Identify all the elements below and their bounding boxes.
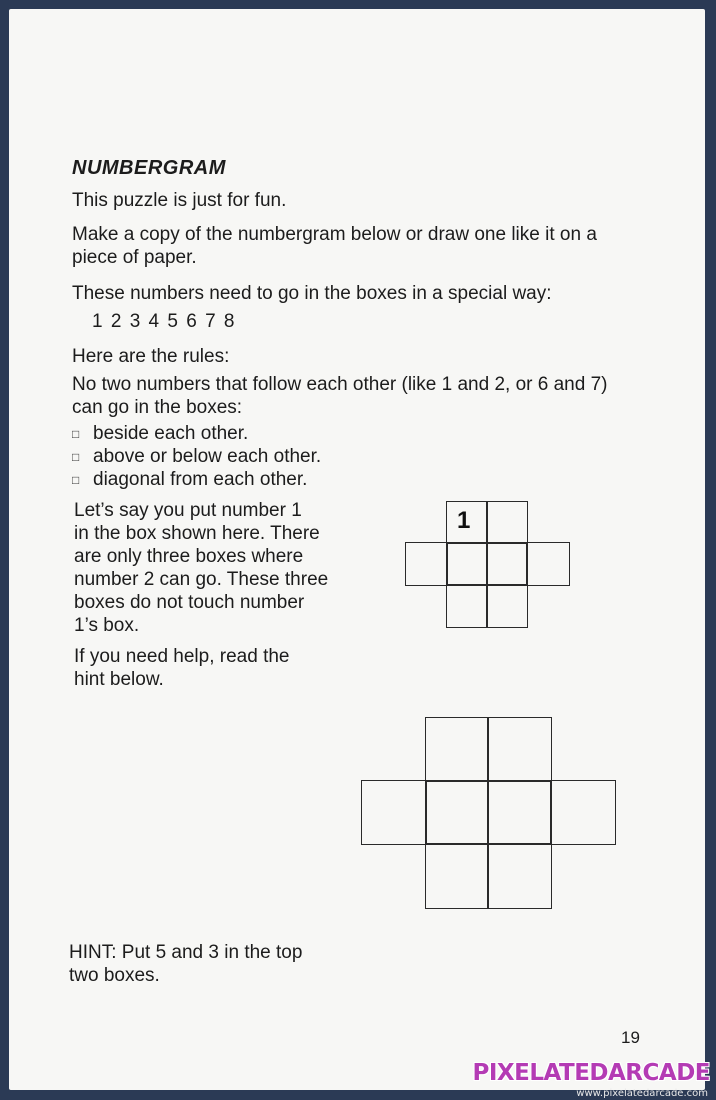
copy-text-line-2: piece of paper. (72, 247, 197, 268)
help-text-line-1: If you need help, read the (74, 646, 290, 667)
hint-text-line-1: HINT: Put 5 and 3 in the top (69, 942, 303, 963)
grid-cell (550, 780, 616, 845)
example-digit: 1 (457, 507, 471, 534)
bullet-box-icon: □ (72, 427, 80, 441)
grid-cell (425, 717, 489, 782)
intro-text: This puzzle is just for fun. (72, 190, 287, 211)
page-number: 19 (621, 1028, 640, 1047)
numbers-intro: These numbers need to go in the boxes in a special way: (72, 283, 552, 304)
puzzle-numbergram (361, 717, 617, 910)
grid-cell (361, 780, 427, 845)
grid-cell (486, 584, 528, 628)
example-text-line-1: Let’s say you put number 1 (74, 500, 302, 521)
rules-heading: Here are the rules: (72, 346, 230, 367)
rule-text-line-1: No two numbers that follow each other (like 1 and 2, or 6 and 7) (72, 374, 608, 395)
grid-cell (486, 542, 528, 586)
rule-text-line-2: can go in the boxes: (72, 397, 243, 418)
grid-cell (425, 780, 489, 845)
grid-cell (405, 542, 448, 586)
example-text-line-2: in the box shown here. There (74, 523, 320, 544)
grid-cell (487, 717, 552, 782)
example-text-line-6: 1’s box. (74, 615, 140, 636)
grid-cell (526, 542, 570, 586)
example-text-line-4: number 2 can go. These three (74, 569, 329, 590)
grid-cell (487, 843, 552, 909)
page-title: NUMBERGRAM (72, 157, 226, 179)
copy-text-line-1: Make a copy of the numbergram below or draw one like it on a (72, 224, 597, 245)
grid-cell (487, 780, 552, 845)
hint-text-line-2: two boxes. (69, 965, 160, 986)
number-sequence: 1 2 3 4 5 6 7 8 (92, 311, 236, 332)
rule-bullet-3: diagonal from each other. (93, 469, 308, 490)
grid-cell (486, 501, 528, 544)
help-text-line-2: hint below. (74, 669, 164, 690)
example-text-line-3: are only three boxes where (74, 546, 304, 567)
rule-bullet-2: above or below each other. (93, 446, 322, 467)
grid-cell (425, 843, 489, 909)
manual-page (9, 9, 705, 1090)
grid-cell (446, 542, 488, 586)
watermark-logo: PIXELATEDARCADE (472, 1060, 710, 1086)
watermark-url: www.pixelatedarcade.com (576, 1088, 708, 1099)
example-numbergram (405, 501, 571, 629)
grid-cell (446, 584, 488, 628)
rule-bullet-1: beside each other. (93, 423, 249, 444)
bullet-box-icon: □ (72, 473, 80, 487)
bullet-box-icon: □ (72, 450, 80, 464)
example-text-line-5: boxes do not touch number (74, 592, 305, 613)
